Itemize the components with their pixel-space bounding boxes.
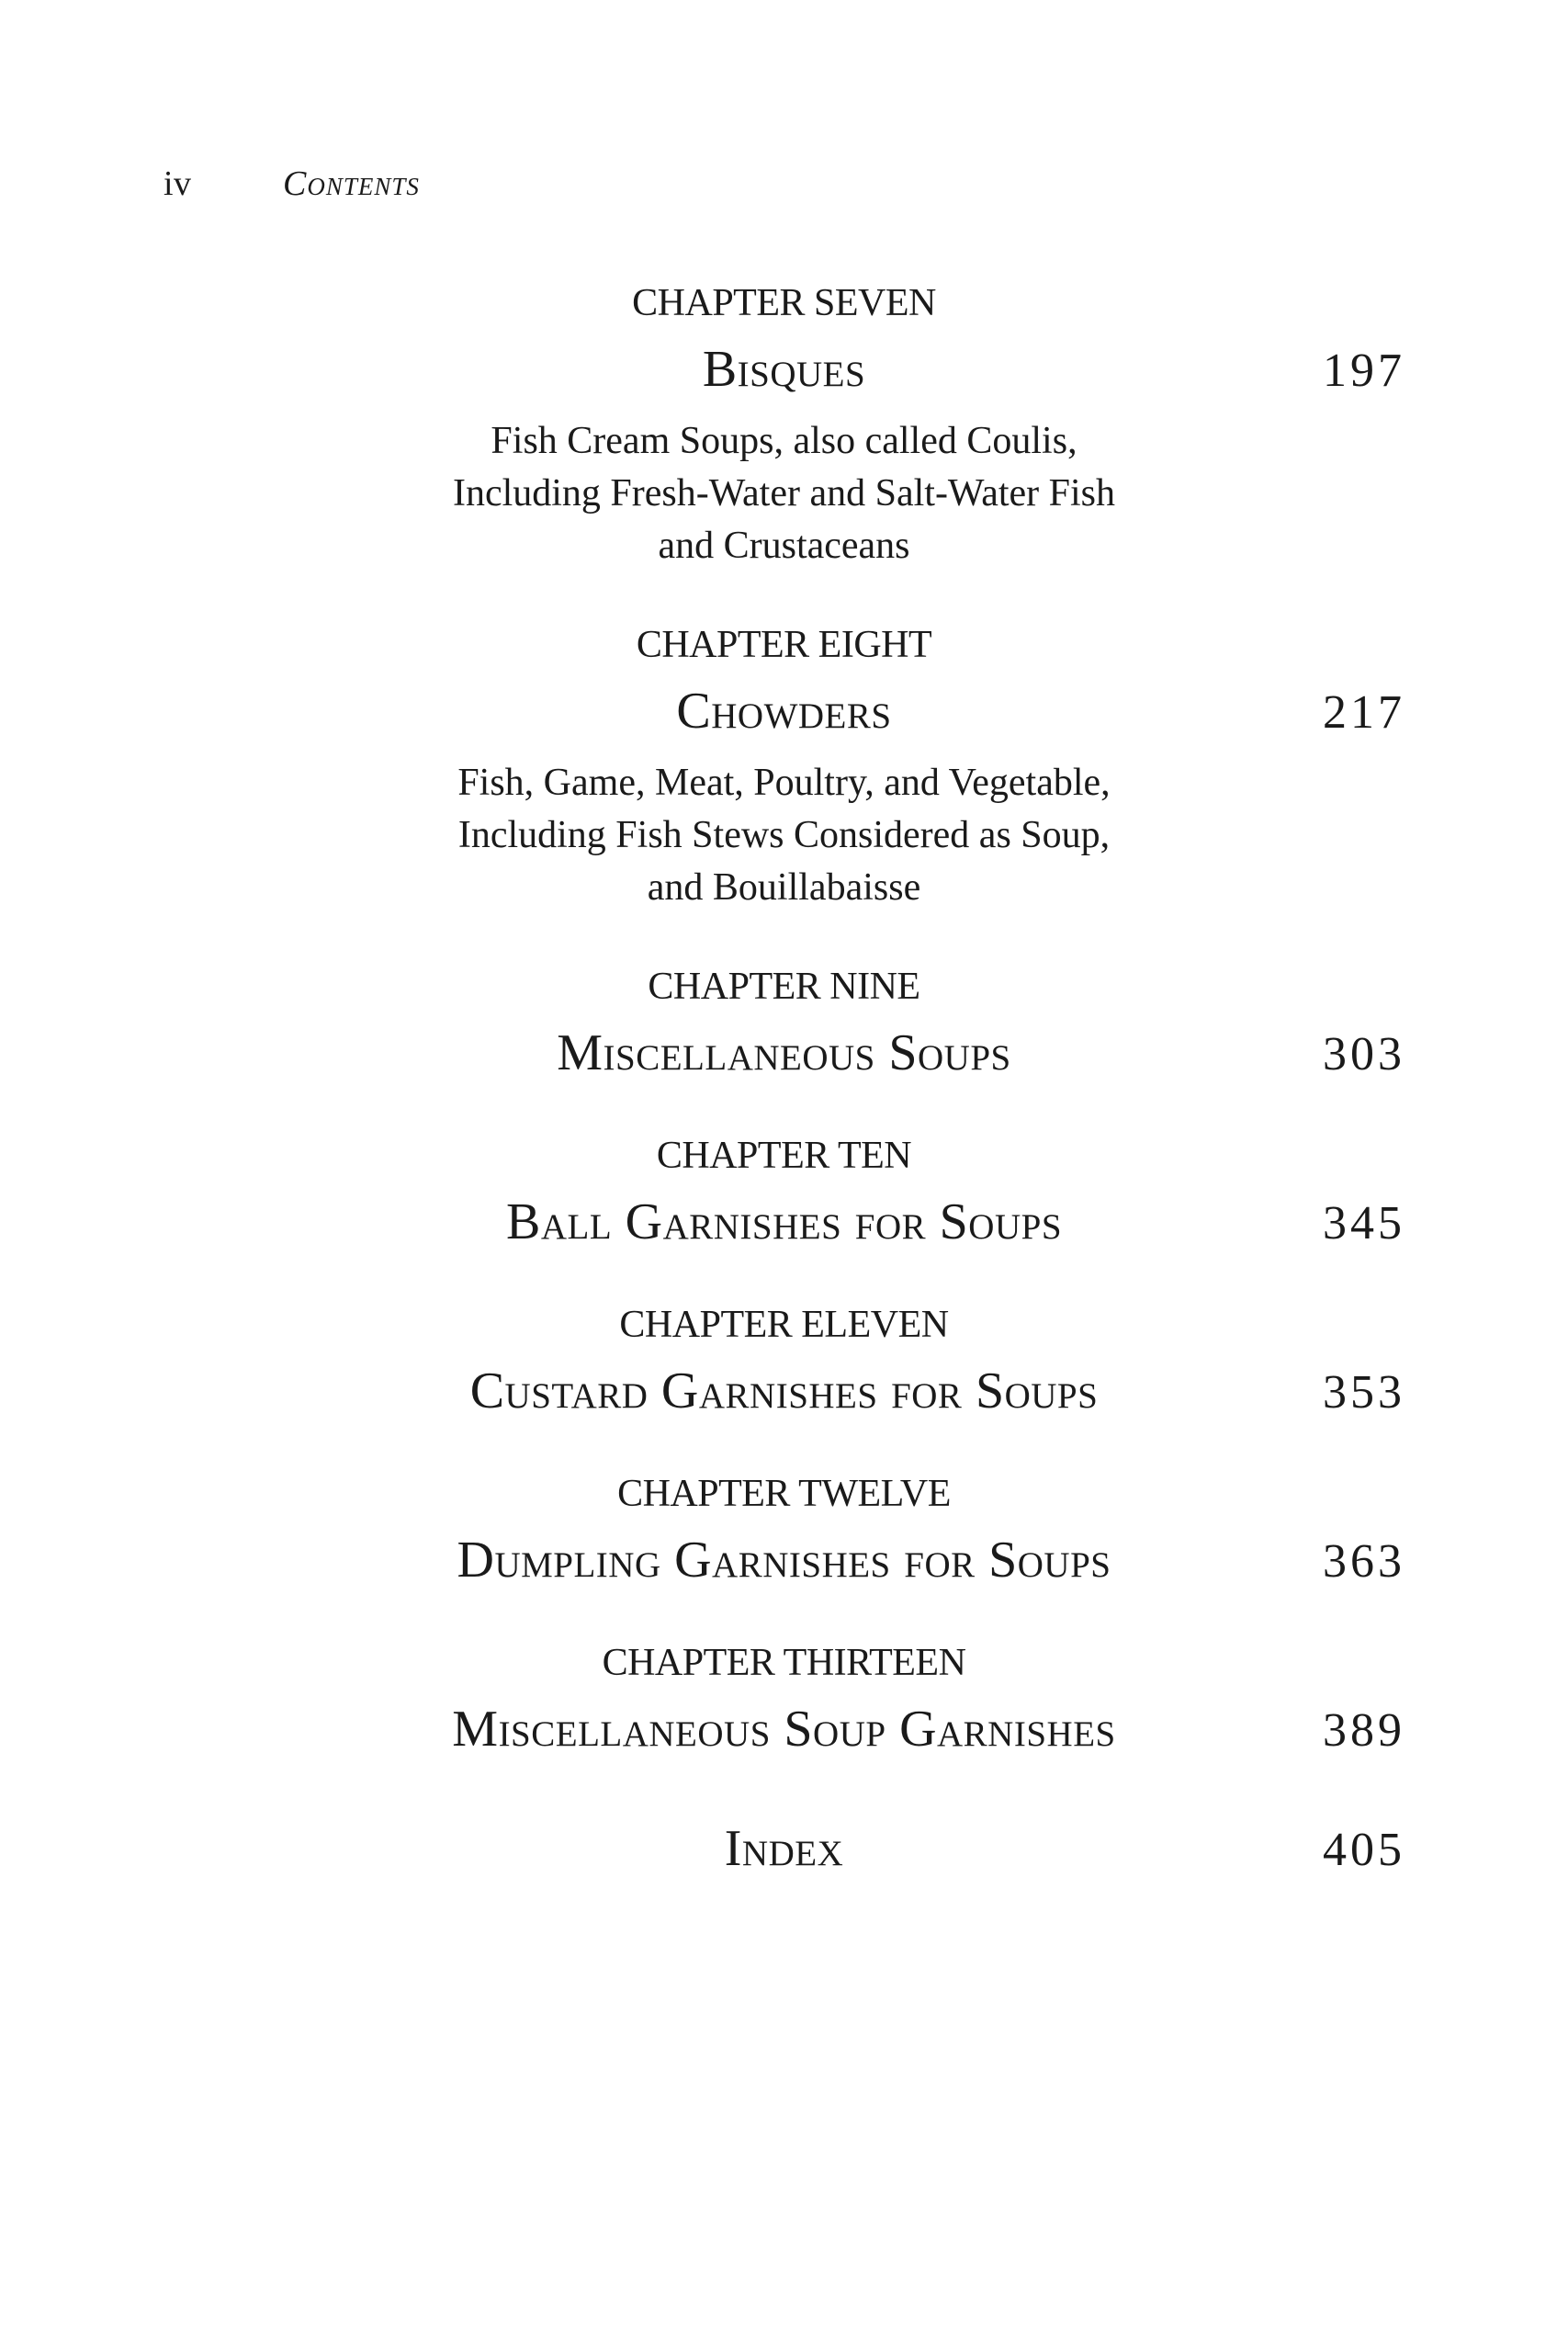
chapter-title[interactable]: Custard Garnishes for Soups (469, 1363, 1099, 1419)
chapter-label: CHAPTER THIRTEEN (602, 1642, 966, 1684)
chapter-subtitle (0, 415, 1568, 572)
page-number[interactable]: 303 (1323, 1028, 1405, 1080)
running-head-title: Contents (283, 164, 420, 203)
chapter-label: CHAPTER NINE (648, 966, 920, 1008)
index-title[interactable]: Index (724, 1820, 844, 1877)
page-number[interactable]: 363 (1323, 1535, 1405, 1588)
chapter-label: CHAPTER TWELVE (617, 1473, 951, 1515)
subtitle-line: Including Fish Stews Considered as Soup, (457, 814, 1111, 856)
chapter-title[interactable]: Chowders (676, 683, 892, 740)
page-number[interactable]: 217 (1323, 686, 1405, 739)
chapter-title[interactable]: Miscellaneous Soups (557, 1024, 1011, 1081)
subtitle-line: and Crustaceans (658, 525, 910, 567)
chapter-title[interactable]: Miscellaneous Soup Garnishes (452, 1701, 1116, 1758)
chapter-subtitle (0, 757, 1568, 914)
subtitle-line: Fish, Game, Meat, Poultry, and Vegetable, (457, 762, 1111, 804)
page-number[interactable]: 197 (1323, 345, 1405, 397)
subtitle-line: and Bouillabaisse (647, 866, 921, 909)
page-number[interactable]: 345 (1323, 1197, 1405, 1250)
chapter-title[interactable]: Bisques (702, 341, 866, 398)
subtitle-line: Including Fresh-Water and Salt-Water Fish (452, 472, 1116, 514)
page-number[interactable]: 405 (1323, 1824, 1405, 1876)
chapter-title[interactable]: Dumpling Garnishes for Soups (457, 1532, 1111, 1589)
chapter-label: CHAPTER EIGHT (636, 624, 932, 666)
running-head (164, 164, 420, 204)
subtitle-line: Fish Cream Soups, also called Coulis, (491, 420, 1077, 462)
page-number[interactable]: 353 (1323, 1366, 1405, 1419)
chapter-label: CHAPTER TEN (656, 1135, 912, 1177)
page-folio: iv (164, 164, 192, 203)
chapter-title[interactable]: Ball Garnishes for Soups (505, 1193, 1063, 1250)
chapter-label: CHAPTER ELEVEN (619, 1304, 949, 1346)
chapter-label: CHAPTER SEVEN (632, 282, 936, 324)
page-number[interactable]: 389 (1323, 1704, 1405, 1757)
